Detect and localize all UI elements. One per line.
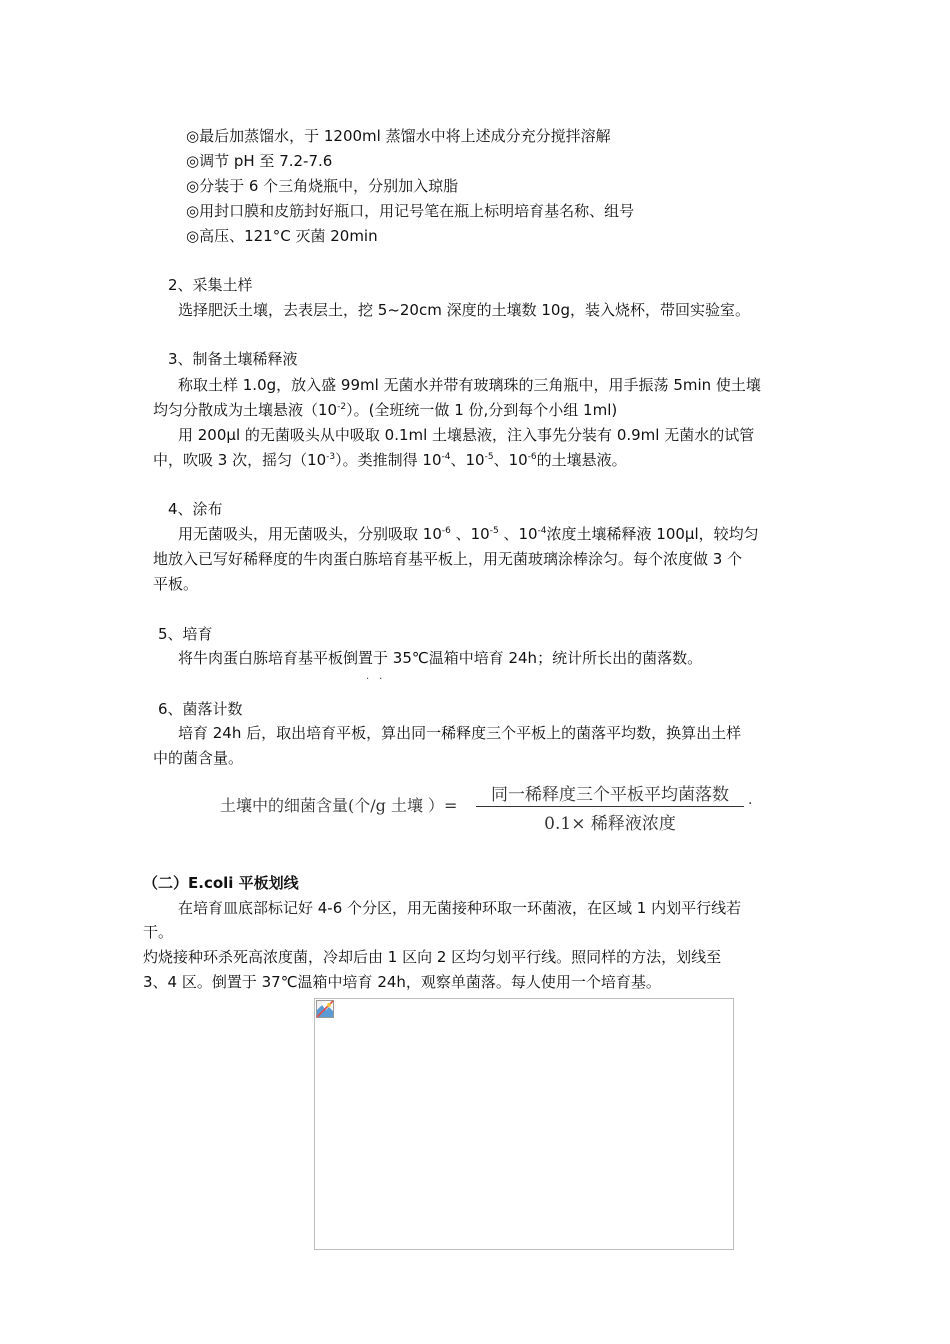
- section-5-paragraph: 将牛肉蛋白胨培育基平板倒置于 35℃温箱中培育 24h；统计所长出的菌落数。: [178, 649, 703, 667]
- prep-step-2: ◎调节 pH 至 7.2-7.6: [186, 152, 333, 170]
- prep-step-1: ◎最后加蒸馏水，于 1200ml 蒸馏水中将上述成分充分搅拌溶解: [186, 127, 611, 145]
- broken-image-icon: [316, 1000, 334, 1018]
- section-4-line-2: 地放入已写好稀释度的牛肉蛋白胨培育基平板上，用无菌玻璃涂棒涂匀。每个浓度做 3 个: [153, 550, 743, 568]
- emphasis-dots: ··: [366, 674, 393, 685]
- formula-lhs: 土壤中的细菌含量(个/g 土壤 ）=: [220, 796, 458, 815]
- section-4-heading: 4、涂布: [168, 500, 223, 518]
- section-3-heading: 3、制备土壤稀释液: [168, 350, 298, 368]
- section-5-heading: 5、培育: [158, 625, 213, 643]
- formula-trail: .: [748, 792, 753, 808]
- section-3-line-2: 均匀分散成为土壤悬液$(10^{-2})$。(全班统一做 1 份,分到每个小组 1ml): [153, 401, 618, 419]
- section-3-line-4: 中，吹吸 3 次，摇匀$(10^{-3})$。类推制得 $10^{-4}$、$10^{-5}$、$10^{-6}$的土壤悬液。: [153, 451, 627, 469]
- section-3-line-1: 称取土样 1.0g，放入盛 99ml 无菌水并带有玻璃珠的三角瓶中，用手振荡 5min 使土壤: [178, 376, 761, 394]
- section-3-line-3: 用 200μl 的无菌吸头从中吸取 0.1ml 土壤悬液，注入事先分装有 0.9ml 无菌水的试管: [178, 426, 755, 444]
- colony-count-formula: [220, 780, 760, 832]
- section-4-line-3: 平板。: [153, 575, 199, 593]
- section-4-line-1: 用无菌吸头，用无菌吸头，分别吸取 $10^{-6}$ 、$10^{-5}$ 、$10^{-4}$浓度土壤稀释液 100μl，较均匀: [178, 525, 759, 543]
- prep-step-5: ◎高压、121°C 灭菌 20min: [186, 227, 378, 245]
- fraction-bar: [476, 806, 744, 807]
- prep-step-4: ◎用封口膜和皮筋封好瓶口，用记号笔在瓶上标明培育基名称、组号: [186, 202, 635, 220]
- section-6-heading: 6、菌落计数: [158, 700, 243, 718]
- part-2-line-2: 干。: [143, 923, 174, 941]
- part-2-line-4: 3、4 区。倒置于 37℃温箱中培育 24h，观察单菌落。每人使用一个培育基。: [143, 973, 661, 991]
- section-6-line-2: 中的菌含量。: [153, 749, 244, 767]
- formula-denominator: 0.1× 稀释液浓度: [544, 814, 676, 834]
- part-2-heading: （二）E.coli 平板划线: [143, 874, 299, 892]
- section-2-heading: 2、采集土样: [168, 276, 253, 294]
- image-placeholder: [314, 998, 734, 1250]
- part-2-line-3: 灼烧接种环杀死高浓度菌，冷却后由 1 区向 2 区均匀划平行线。照同样的方法，划线至: [143, 948, 722, 966]
- section-2-paragraph: 选择肥沃土壤，去表层土，挖 5~20cm 深度的土壤数 10g，装入烧杯，带回实验室。: [178, 301, 750, 319]
- part-2-line-1: 在培育皿底部标记好 4-6 个分区，用无菌接种环取一环菌液，在区域 1 内划平行线若: [178, 899, 742, 917]
- prep-step-3: ◎分装于 6 个三角烧瓶中，分别加入琼脂: [186, 177, 459, 195]
- formula-numerator: 同一稀释度三个平板平均菌落数: [491, 785, 729, 805]
- section-6-line-1: 培育 24h 后，取出培育平板，算出同一稀释度三个平板上的菌落平均数，换算出土样: [178, 724, 742, 742]
